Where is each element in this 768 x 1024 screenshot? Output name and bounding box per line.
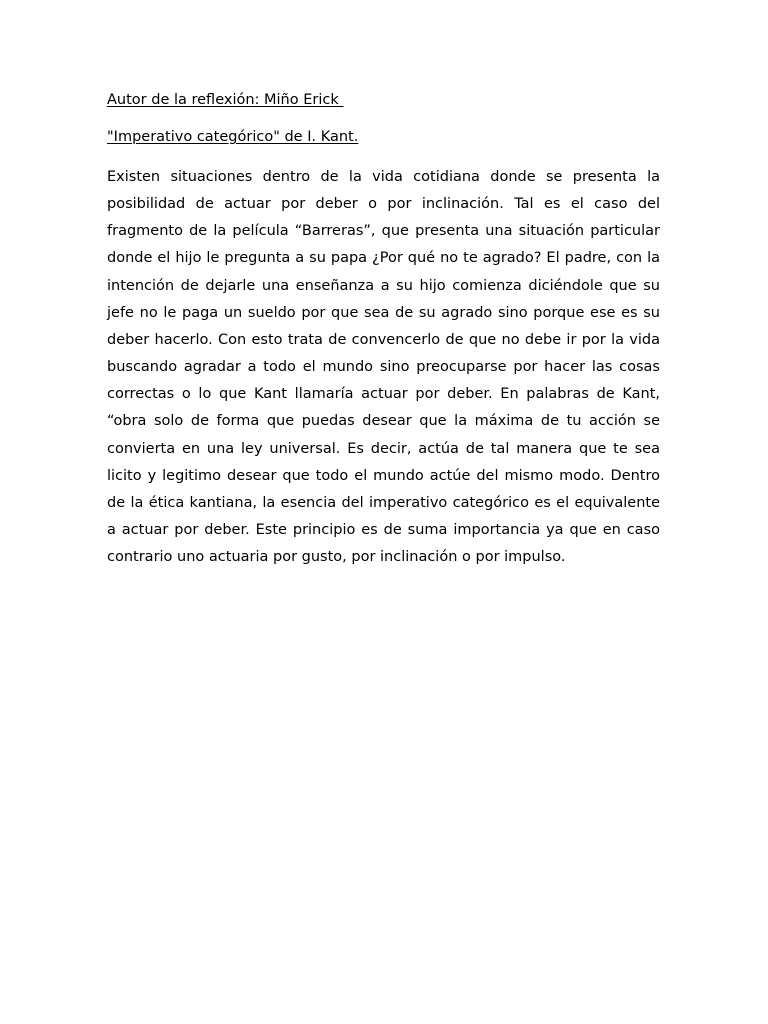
author-line: Autor de la reflexión: Miño Erick bbox=[107, 92, 344, 108]
document-title: "Imperativo categórico" de I. Kant. bbox=[107, 129, 359, 145]
body-paragraph: Existen situaciones dentro de la vida cotidiana donde se presenta la posibilidad de actuar por deber o por inclinación. Tal es el caso del fragmento de la película “Barreras”, que presenta una situación particular donde el hijo le pregunta a su papa ¿Por qué no te agrado? El padre, con la intención de dejarle una enseñanza a su hijo comienza diciéndole que su jefe no le paga un sueldo por que sea de su agrado sino porque ese es su deber hacerlo. Con esto trata de convencerlo de que no debe ir por la vida buscando agradar a todo el mundo sino preocuparse por hacer las cosas correctas o lo que Kant llamaría actuar por deber. En palabras de Kant, “obra solo de forma que puedas desear que la máxima de tu acción se convierta en una ley universal. Es decir, actúa de tal manera que te sea licito y legitimo desear que todo el mundo actúe del mismo modo. Dentro de la ética kantiana, la esencia del imperativo categórico es el equivalente a actuar por deber. Este principio es de suma importancia ya que en caso contrario uno actuaria por gusto, por inclinación o por impulso. bbox=[107, 169, 660, 566]
document-page bbox=[107, 90, 660, 571]
